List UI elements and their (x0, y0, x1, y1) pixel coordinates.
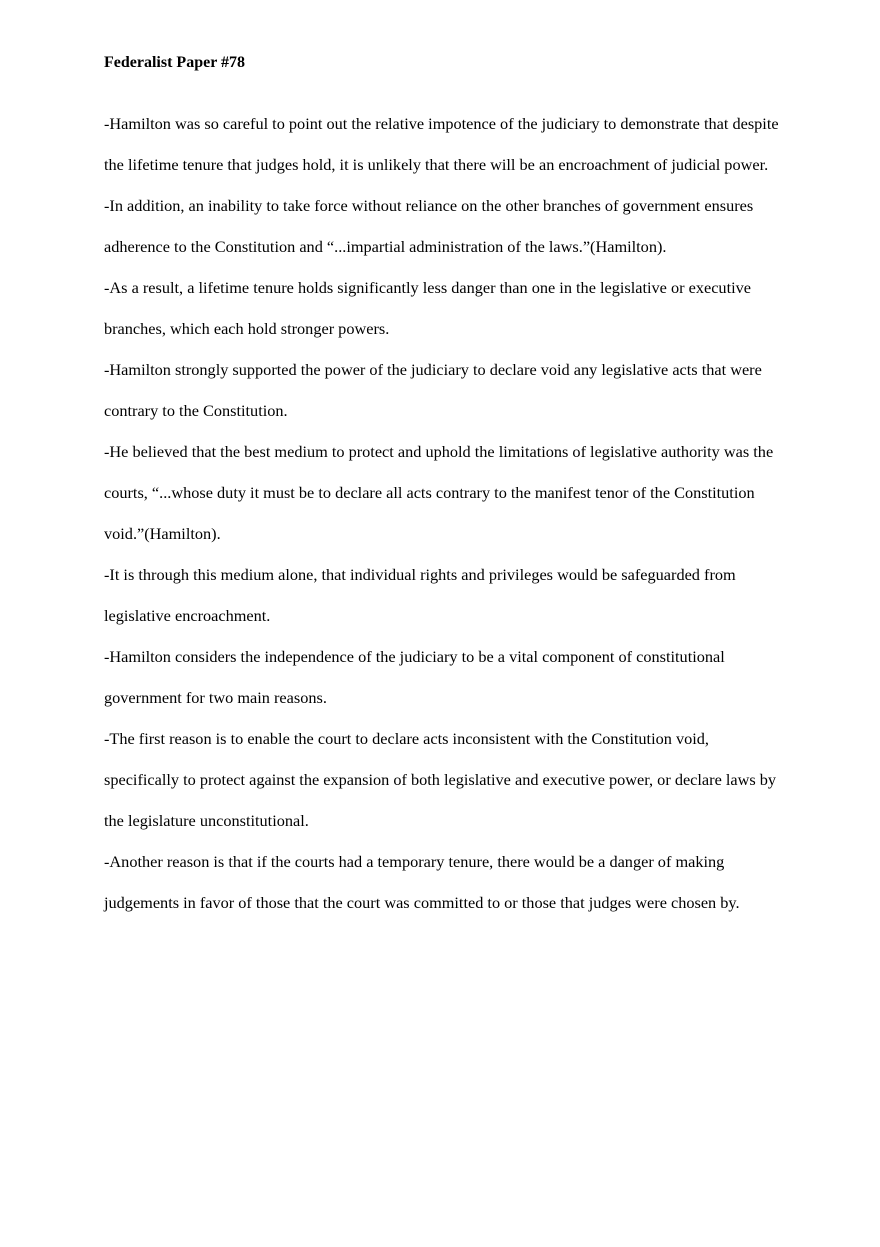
paragraph: -Hamilton was so careful to point out the relative impotence of the judiciary to demonstrate that despite the lifetime tenure that judges hold, it is unlikely that there will be an encroachment of judicial power. (104, 114, 779, 174)
paragraph: -The first reason is to enable the court to declare acts inconsistent with the Constitution void, specifically to protect against the expansion of both legislative and executive power, or declare laws by the legislature unconstitutional. (104, 729, 777, 830)
paragraph: -Another reason is that if the courts had a temporary tenure, there would be a danger of making judgements in favor of those that the court was committed to or those that judges were chosen by. (104, 852, 740, 912)
paragraph: -Hamilton considers the independence of the judiciary to be a vital component of constitutional government for two main reasons. (104, 647, 725, 707)
document-body (104, 103, 784, 923)
paragraph: -Hamilton strongly supported the power of the judiciary to declare void any legislative acts that were contrary to the Constitution. (104, 360, 762, 420)
paragraph: -In addition, an inability to take force without reliance on the other branches of government ensures adherence to the Constitution and “...impartial administration of the laws.”(Hamilton). (104, 196, 754, 256)
paragraph: -He believed that the best medium to protect and uphold the limitations of legislative authority was the courts, “...whose duty it must be to declare all acts contrary to the manifest tenor of the Constitution void.”(Hamilton). (104, 442, 774, 543)
paragraph: -As a result, a lifetime tenure holds significantly less danger than one in the legislative or executive branches, which each hold stronger powers. (104, 278, 751, 338)
paragraph: -It is through this medium alone, that individual rights and privileges would be safeguarded from legislative encroachment. (104, 565, 736, 625)
document-title: Federalist Paper #78 (104, 54, 246, 71)
